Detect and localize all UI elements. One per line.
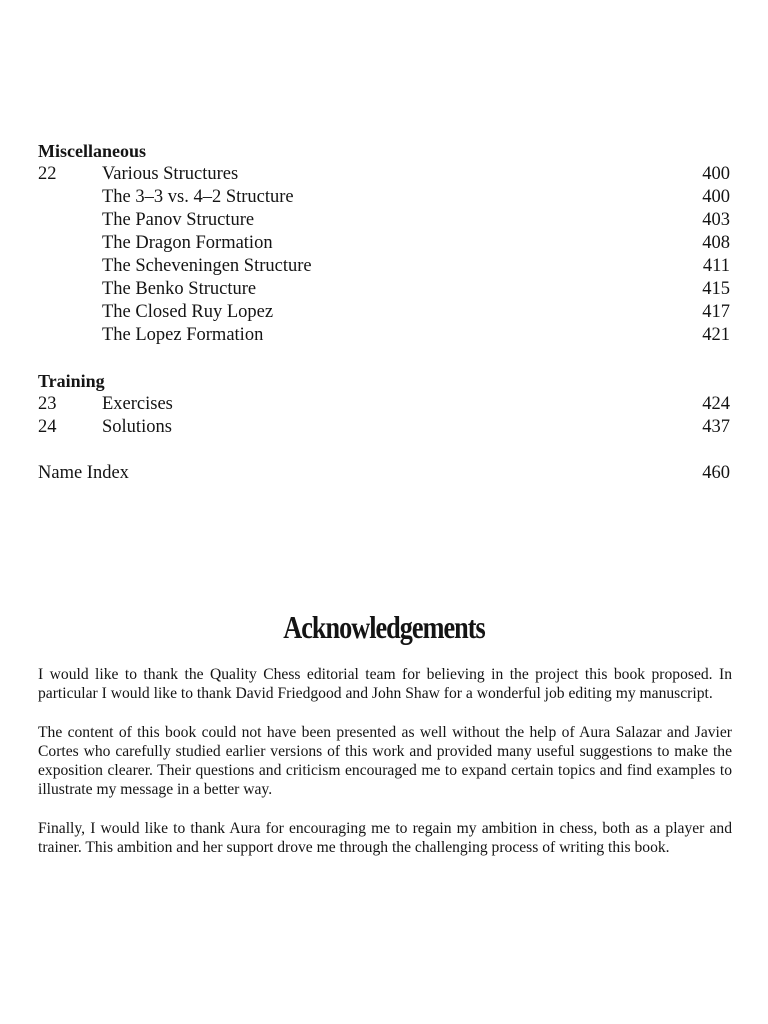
- toc-entry-title: Exercises: [102, 394, 173, 414]
- toc-page-number: 437: [702, 417, 730, 437]
- toc-page-number: 421: [702, 325, 730, 345]
- toc-entry-title: The Panov Structure: [102, 210, 255, 230]
- acknowledgements-paragraph: I would like to thank the Quality Chess editorial team for believing in the project this book proposed. In particular I would like to thank David Friedgood and John Shaw for a wonderful job editing my manuscript.: [38, 666, 732, 703]
- toc-section-training: [38, 370, 730, 439]
- toc-entry-title: Various Structures: [102, 164, 239, 184]
- toc-entry-title: The 3–3 vs. 4–2 Structure: [102, 187, 294, 207]
- toc-section-heading: Training: [38, 371, 105, 391]
- toc-name-index: [38, 462, 730, 485]
- acknowledgements-heading: Acknowledgements: [283, 609, 485, 645]
- toc-entry: [38, 255, 730, 278]
- toc-page-number: 408: [702, 233, 730, 253]
- toc-section-heading: Miscellaneous: [38, 141, 146, 161]
- toc-chapter-number: 22: [38, 164, 57, 184]
- toc-page-number: 417: [702, 302, 730, 322]
- toc-entry: [38, 393, 730, 416]
- acknowledgements-paragraph: The content of this book could not have been presented as well without the help of Aura Salazar and Javier Cortes who carefully studied earlier versions of this work and provided many useful suggestions to make the exposition clearer. Their questions and criticism encouraged me to expand certain topics and find examples to illustrate my message in a better way.: [38, 723, 732, 799]
- toc-entry: [38, 301, 730, 324]
- toc-page-number: 411: [702, 256, 730, 276]
- toc-entry-title: Solutions: [102, 417, 172, 437]
- toc-entry: [38, 163, 730, 186]
- toc-entry: [38, 416, 730, 439]
- toc-entry-title: The Dragon Formation: [102, 233, 273, 253]
- toc-page-number: 400: [702, 164, 730, 184]
- toc-entry: [38, 186, 730, 209]
- toc-chapter-number: 23: [38, 394, 57, 414]
- toc-entry-title: The Closed Ruy Lopez: [102, 302, 274, 322]
- toc-page-number: 424: [702, 394, 730, 414]
- toc-entry-title: The Scheveningen Structure: [102, 256, 312, 276]
- toc-entry-title: Name Index: [38, 463, 129, 483]
- toc-page-number: 460: [702, 463, 730, 483]
- table-of-contents: [38, 140, 730, 485]
- toc-entry-title: The Lopez Formation: [102, 325, 264, 345]
- toc-chapter-number: 24: [38, 417, 57, 437]
- toc-page-number: 415: [702, 279, 730, 299]
- toc-entry: [38, 278, 730, 301]
- toc-entry: [38, 232, 730, 255]
- toc-entry-title: The Benko Structure: [102, 279, 257, 299]
- toc-page-number: 403: [702, 210, 730, 230]
- toc-section-miscellaneous: [38, 140, 730, 347]
- acknowledgements-body: [38, 665, 732, 876]
- toc-entry: [38, 209, 730, 232]
- acknowledgements-paragraph: Finally, I would like to thank Aura for encouraging me to regain my ambition in chess, both as a player and trainer. This ambition and her support drove me through the challenging process of writing this book.: [38, 819, 732, 857]
- toc-entry: [38, 324, 730, 347]
- toc-page-number: 400: [702, 187, 730, 207]
